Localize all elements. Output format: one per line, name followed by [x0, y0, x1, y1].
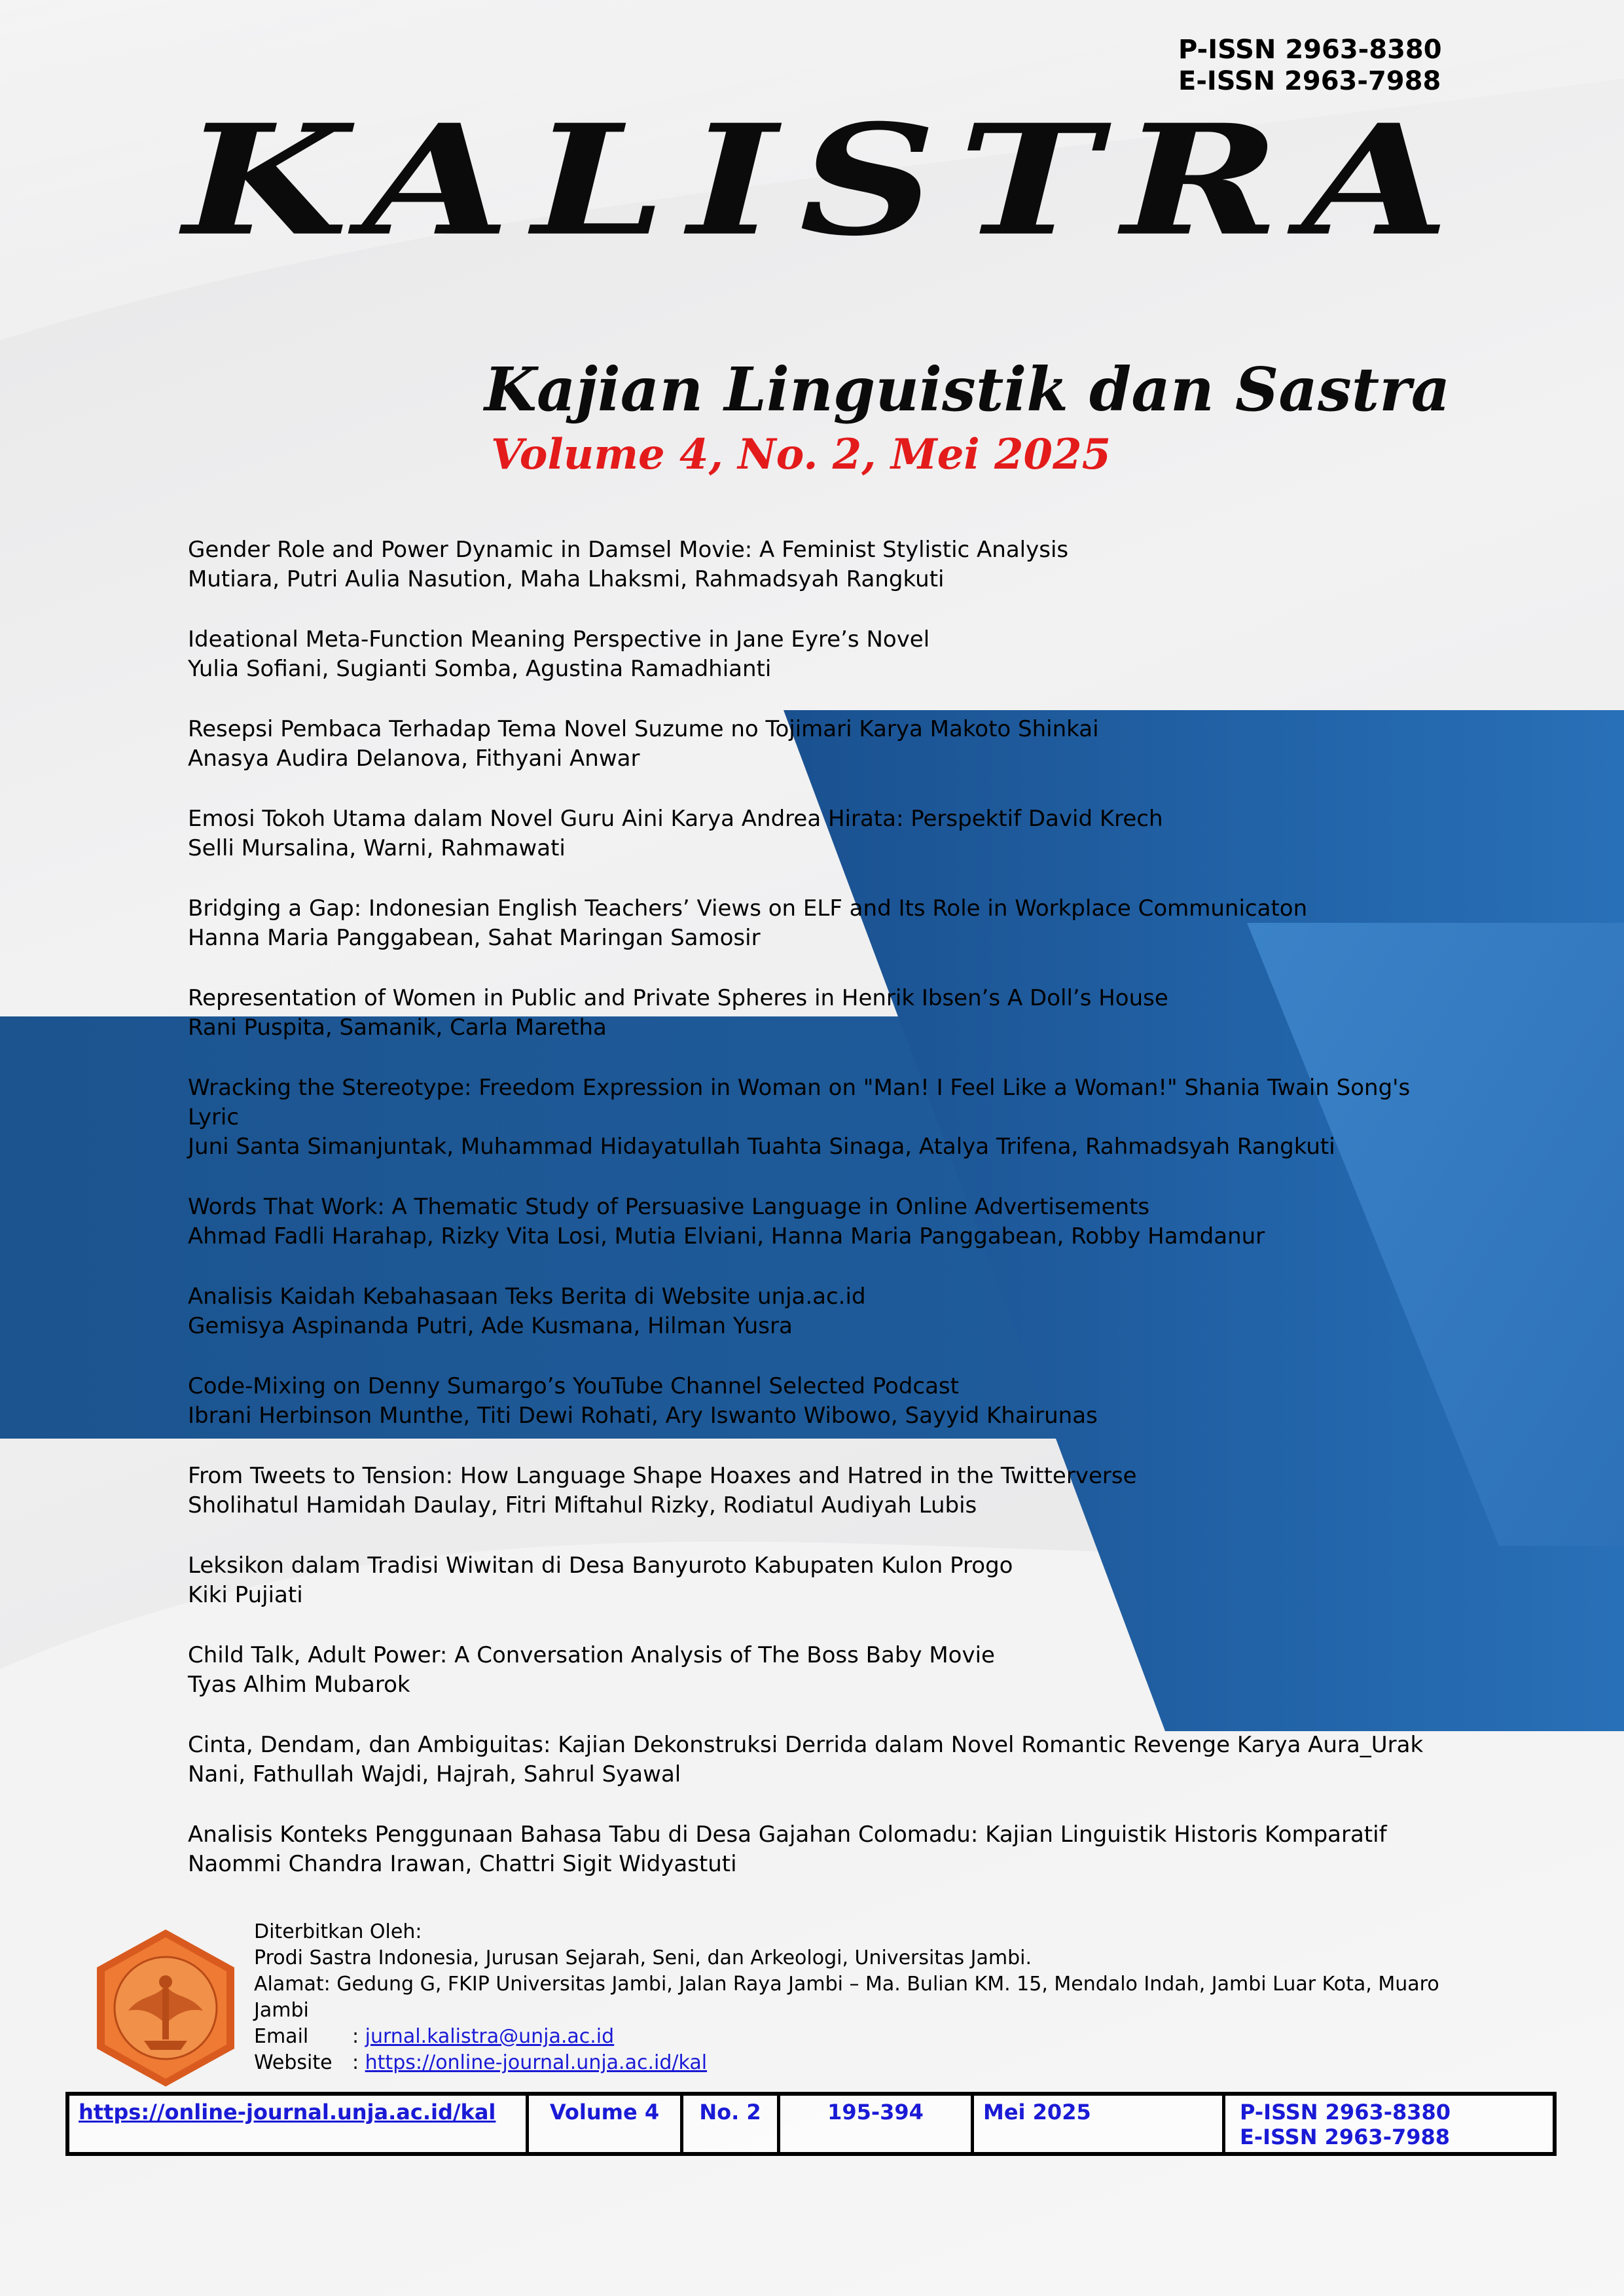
article-authors: Nani, Fathullah Wajdi, Hajrah, Sahrul Syawal	[188, 1761, 681, 1787]
article-authors: Naommi Chandra Irawan, Chattri Sigit Widyastuti	[188, 1851, 737, 1877]
volume-issue: Volume 4, No. 2, Mei 2025	[491, 430, 1111, 479]
article-authors: Anasya Audira Delanova, Fithyani Anwar	[188, 745, 640, 772]
article-entry	[188, 1731, 1458, 1789]
article-entry	[188, 804, 1458, 863]
journal-subtitle: Kajian Linguistik dan Sastra	[484, 354, 1451, 425]
article-title: Representation of Women in Public and Private Spheres in Henrik Ibsen’s A Doll’s House	[188, 985, 1168, 1011]
article-authors: Rani Puspita, Samanik, Carla Maretha	[188, 1014, 607, 1041]
article-authors: Mutiara, Putri Aulia Nasution, Maha Lhaksmi, Rahmadsyah Rangkuti	[188, 566, 945, 592]
article-entry	[188, 535, 1458, 594]
email-link[interactable]: jurnal.kalistra@unja.ac.id	[365, 2025, 615, 2048]
article-authors: Juni Santa Simanjuntak, Muhammad Hidayatullah Tuahta Sinaga, Atalya Trifena, Rahmadsyah Rangkuti	[188, 1134, 1335, 1160]
article-entry	[188, 1462, 1458, 1520]
info-p-issn: P-ISSN 2963-8380	[1240, 2100, 1451, 2125]
article-authors: Hanna Maria Panggabean, Sahat Maringan Samosir	[188, 925, 761, 951]
article-title: Resepsi Pembaca Terhadap Tema Novel Suzume no Tojimari Karya Makoto Shinkai	[188, 716, 1099, 742]
article-title: Bridging a Gap: Indonesian English Teachers’ Views on ELF and Its Role in Workplace Communicaton	[188, 895, 1308, 922]
article-entry	[188, 984, 1458, 1043]
website-row	[254, 2050, 1471, 2076]
website-separator: :	[352, 2051, 359, 2074]
article-entry	[188, 1641, 1458, 1700]
article-authors: Tyas Alhim Mubarok	[188, 1672, 410, 1698]
info-pages: 195-394	[780, 2096, 974, 2152]
article-title: Ideational Meta-Function Meaning Perspective in Jane Eyre’s Novel	[188, 626, 930, 653]
info-e-issn: E-ISSN 2963-7988	[1240, 2125, 1451, 2149]
article-title: Wracking the Stereotype: Freedom Expression in Woman on "Man! I Feel Like a Woman!" Shania Twain Song's Lyric	[188, 1075, 1411, 1130]
article-title: Leksikon dalam Tradisi Wiwitan di Desa Banyuroto Kabupaten Kulon Progo	[188, 1552, 1013, 1579]
email-separator: :	[352, 2025, 359, 2048]
article-authors: Kiki Pujiati	[188, 1582, 303, 1608]
article-title: Analisis Konteks Penggunaan Bahasa Tabu di Desa Gajahan Colomadu: Kajian Linguistik Historis Komparatif	[188, 1821, 1387, 1848]
journal-title: KALISTRA	[183, 92, 1472, 270]
article-authors: Gemisya Aspinanda Putri, Ade Kusmana, Hilman Yusra	[188, 1313, 793, 1339]
article-entry	[188, 1073, 1458, 1162]
p-issn: P-ISSN 2963-8380	[1178, 35, 1442, 65]
article-entry	[188, 894, 1458, 953]
article-authors: Sholihatul Hamidah Daulay, Fitri Miftahul Rizky, Rodiatul Audiyah Lubis	[188, 1492, 977, 1518]
article-entry	[188, 715, 1458, 774]
info-issn	[1225, 2096, 1553, 2152]
article-title: Analisis Kaidah Kebahasaan Teks Berita di Website unja.ac.id	[188, 1283, 866, 1310]
article-title: From Tweets to Tension: How Language Shape Hoaxes and Hatred in the Twitterverse	[188, 1463, 1137, 1489]
university-seal-icon	[89, 1926, 242, 2090]
article-entry	[188, 625, 1458, 684]
publisher-name: Prodi Sastra Indonesia, Jurusan Sejarah, Seni, dan Arkeologi, Universitas Jambi.	[254, 1946, 1032, 1969]
article-title: Code-Mixing on Denny Sumargo’s YouTube Channel Selected Podcast	[188, 1373, 959, 1399]
e-issn: E-ISSN 2963-7988	[1178, 66, 1441, 96]
publisher-address: Alamat: Gedung G, FKIP Universitas Jambi, Jalan Raya Jambi – Ma. Bulian KM. 15, Mendalo Indah, Jambi Luar Kota, Muaro Jambi	[254, 1973, 1439, 2022]
article-entry	[188, 1551, 1458, 1610]
email-row	[254, 2024, 1471, 2050]
journal-info-bar	[65, 2092, 1557, 2156]
publisher-info	[254, 1919, 1471, 2076]
info-url-link[interactable]: https://online-journal.unja.ac.id/kal	[69, 2096, 529, 2152]
article-authors: Ibrani Herbinson Munthe, Titi Dewi Rohati, Ary Iswanto Wibowo, Sayyid Khairunas	[188, 1403, 1098, 1429]
publisher-heading: Diterbitkan Oleh:	[254, 1920, 422, 1943]
article-title: Emosi Tokoh Utama dalam Novel Guru Aini Karya Andrea Hirata: Perspektif David Krech	[188, 806, 1163, 832]
website-label: Website	[254, 2051, 333, 2074]
article-authors: Selli Mursalina, Warni, Rahmawati	[188, 835, 566, 861]
article-authors: Yulia Sofiani, Sugianti Somba, Agustina Ramadhianti	[188, 656, 772, 682]
article-authors: Ahmad Fadli Harahap, Rizky Vita Losi, Mutia Elviani, Hanna Maria Panggabean, Robby Hamdanur	[188, 1223, 1265, 1249]
article-entry	[188, 1282, 1458, 1341]
website-link[interactable]: https://online-journal.unja.ac.id/kal	[365, 2051, 708, 2074]
info-date: Mei 2025	[974, 2096, 1225, 2152]
article-title: Child Talk, Adult Power: A Conversation Analysis of The Boss Baby Movie	[188, 1642, 995, 1668]
article-entry	[188, 1193, 1458, 1251]
email-label: Email	[254, 2025, 309, 2048]
info-volume: Volume 4	[529, 2096, 683, 2152]
article-entry	[188, 1820, 1458, 1879]
info-number: No. 2	[683, 2096, 780, 2152]
table-of-contents	[188, 535, 1458, 1910]
article-title: Gender Role and Power Dynamic in Damsel Movie: A Feminist Stylistic Analysis	[188, 537, 1069, 563]
issn-header	[1178, 34, 1442, 97]
article-title: Words That Work: A Thematic Study of Persuasive Language in Online Advertisements	[188, 1194, 1150, 1220]
article-title: Cinta, Dendam, dan Ambiguitas: Kajian Dekonstruksi Derrida dalam Novel Romantic Revenge Karya Aura_Urak	[188, 1732, 1424, 1758]
article-entry	[188, 1372, 1458, 1431]
